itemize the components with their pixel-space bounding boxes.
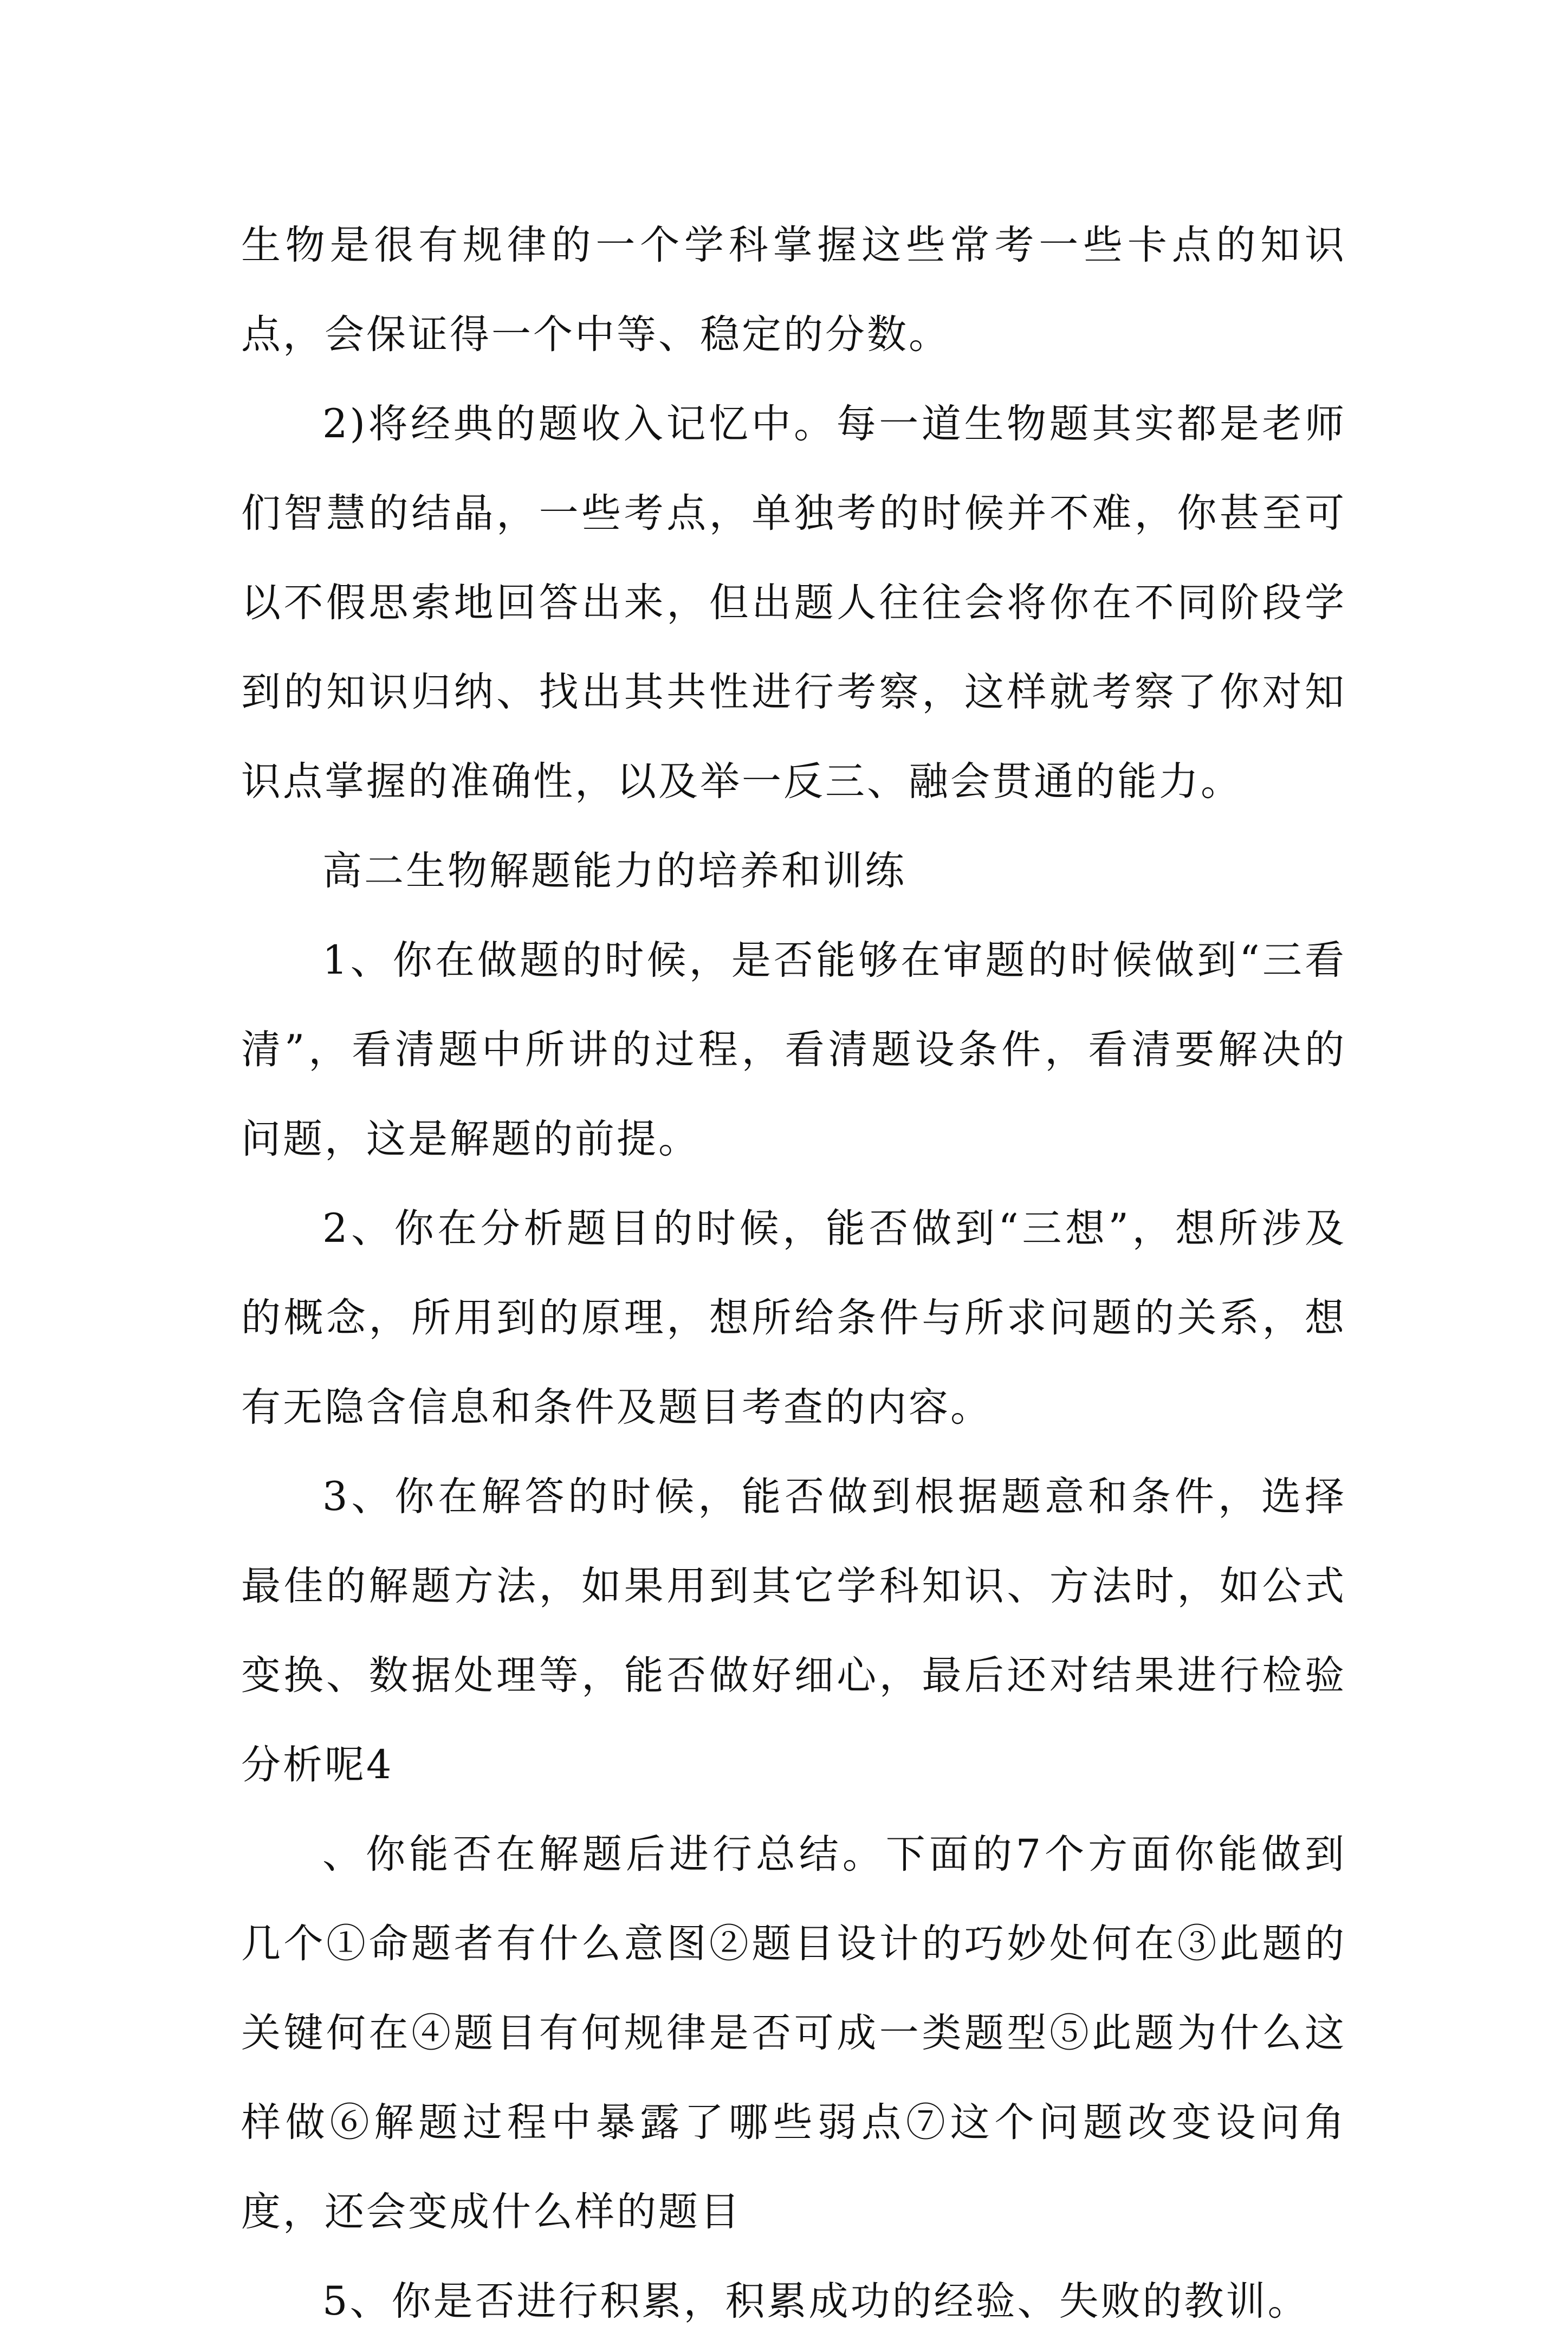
paragraph-intro: 生物是很有规律的一个学科掌握这些常考一些卡点的知识点，会保证得一个中等、稳定的分数。 (241, 222, 1346, 358)
document-body (241, 200, 1346, 2346)
paragraph-item-1: 1、你在做题的时候，是否能够在审题的时候做到“三看清”，看清题中所讲的过程，看清题设条件，看清要解决的问题，这是解题的前提。 (241, 937, 1346, 1162)
paragraph-item-5: 5、你是否进行积累，积累成功的经验、失败的教训。 (322, 2278, 1310, 2324)
paragraph-point-2: 2)将经典的题收入记忆中。每一道生物题其实都是老师们智慧的结晶，一些考点，单独考的时候并不难，你甚至可以不假思索地回答出来，但出题人往往会将你在不同阶段学到的知识归纳、找出其共性进行考察，这样就考察了你对知识点掌握的准确性，以及举一反三、融会贯通的能力。 (241, 401, 1346, 805)
paragraph-item-3: 3、你在解答的时候，能否做到根据题意和条件，选择最佳的解题方法，如果用到其它学科知识、方法时，如公式变换、数据处理等，能否做好细心，最后还对结果进行检验分析呢4 (241, 1474, 1346, 1788)
section-heading: 高二生物解题能力的培养和训练 (322, 848, 906, 894)
paragraph-item-4: 、你能否在解题后进行总结。下面的7个方面你能做到几个①命题者有什么意图②题目设计的巧妙处何在③此题的关键何在④题目有何规律是否可成一类题型⑤此题为什么这样做⑥解题过程中暴露了哪些弱点⑦这个问题改变设问角度，还会变成什么样的题目 (241, 1831, 1346, 2235)
paragraph-item-2: 2、你在分析题目的时候，能否做到“三想”，想所涉及的概念，所用到的原理，想所给条件与所求问题的关系，想有无隐含信息和条件及题目考查的内容。 (241, 1206, 1346, 1430)
